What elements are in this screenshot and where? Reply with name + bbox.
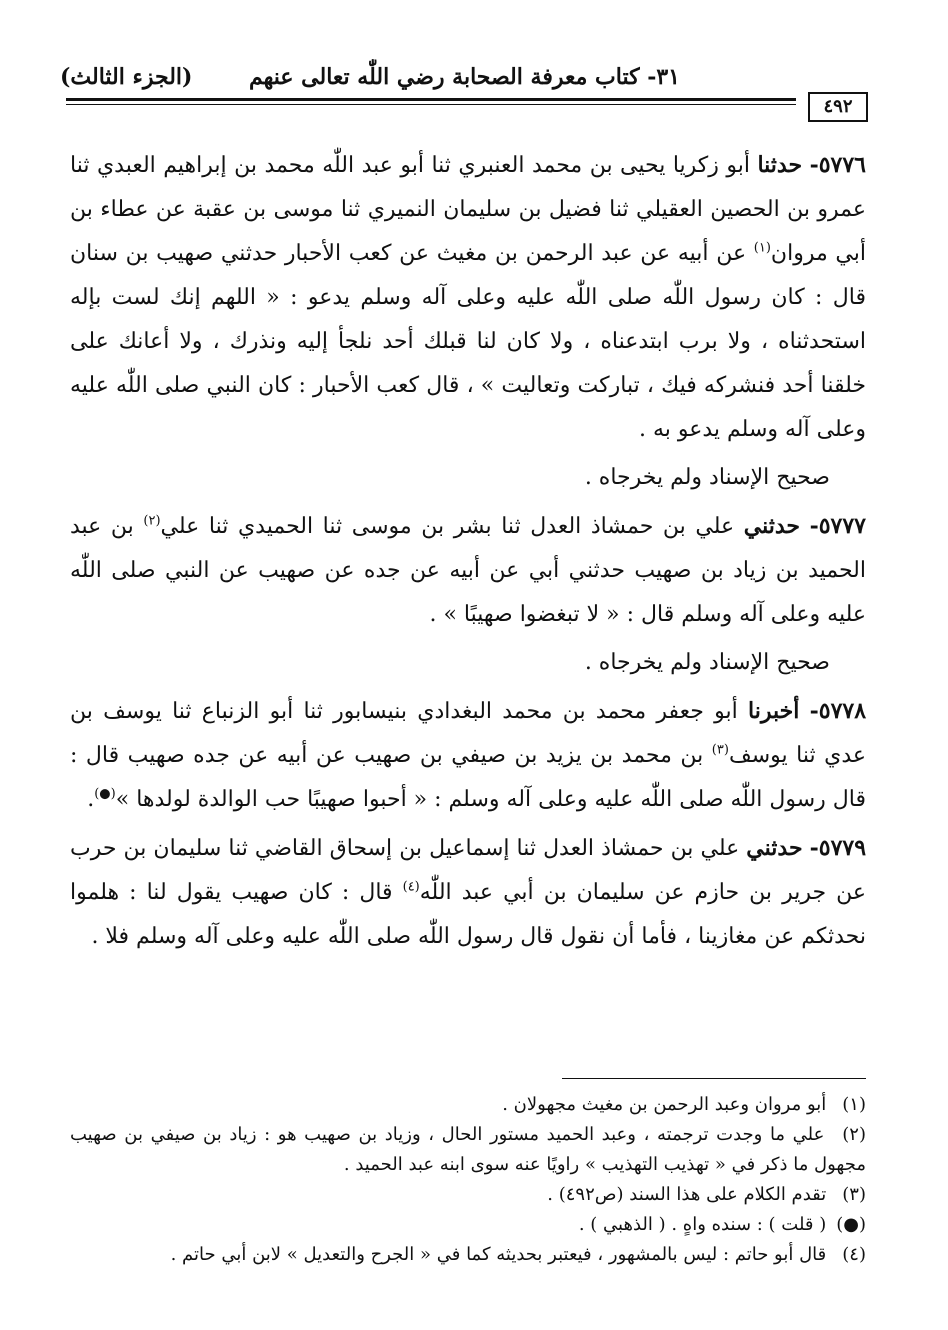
- footnote-ref[interactable]: (٤): [402, 879, 420, 895]
- footnote-marker: (٣): [842, 1184, 866, 1205]
- footnote-marker: (٤): [842, 1244, 866, 1265]
- hadith-text-cont: بن محمد بن يزيد بن صيفي بن صهيب عن أبيه عن جده صهيب قال : قال رسول اللّٰه صلى اللّٰه عليه وعلى آله وسلم : « أحبوا صهيبًا حب الوالدة لولدها »: [70, 743, 866, 812]
- footnote-ref[interactable]: (١): [753, 240, 771, 256]
- hadith-keyword: حدثنا: [757, 152, 803, 178]
- chapter-title: ٣١- كتاب معرفة الصحابة رضي اللّٰه تعالى عنهم: [248, 64, 680, 90]
- hadith-text-end: .: [87, 787, 95, 812]
- hadith-5779: [70, 826, 866, 959]
- footnote-2: [70, 1120, 866, 1180]
- hadith-text-cont: قال : كان صهيب يقول لنا : هلموا نحدثكم عن مغازينا ، فأما أن نقول قال رسول اللّٰه صلى اللّٰه عليه وعلى آله وسلم فلا .: [70, 880, 866, 949]
- hadith-text: أبو زكريا يحيى بن محمد العنبري ثنا أبو عبد اللّٰه محمد بن إبراهيم العبدي ثنا عمرو بن الحصين العقيلي ثنا فضيل بن سليمان النميري ثنا موسى بن عقبة عن عطاء بن أبي مروان: [70, 153, 866, 266]
- hadith-text: أبو جعفر محمد بن محمد البغدادي بنيسابور ثنا أبو الزنباع ثنا يوسف بن عدي ثنا يوسف: [70, 699, 866, 768]
- page-header: [60, 62, 870, 98]
- footnote-text: علي ما وجدت ترجمته ، وعبد الحميد مستور الحال ، وزياد بن صهيب هو : زياد بن صيفي بن صهيب مجهول ما ذكر في « تهذيب التهذيب » راويًا عنه سوى ابنه عبد الحميد .: [70, 1124, 866, 1175]
- hadith-5777: [70, 504, 866, 637]
- hadith-text-cont: عن أبيه عن عبد الرحمن بن مغيث عن كعب الأحبار حدثني صهيب بن سنان قال : كان رسول اللّٰه صلى اللّٰه عليه وعلى آله وسلم يدعو : « اللهم إنك لست بإله استحدثناه ، ولا برب ابتدعناه ، ولا كان لنا قبلك أحد نلجأ إليه ونذرك ، ولا أعانك على خلقنا أحد فنشركه فيك ، تباركت وتعاليت » ، قال كعب الأحبار : كان النبي صلى اللّٰه عليه وعلى آله وسلم يدعو به .: [70, 241, 866, 442]
- footnote-3: [70, 1180, 866, 1210]
- hadith-5778: [70, 689, 866, 822]
- hadith-number: ٥٧٧٧-: [809, 513, 866, 539]
- hadith-keyword: حدثني: [743, 513, 800, 539]
- hadith-keyword: حدثني: [746, 835, 803, 861]
- footnote-text: تقدم الكلام على هذا السند (ص٤٩٢) .: [547, 1184, 827, 1205]
- footnote-marker: (●): [836, 1214, 866, 1235]
- hadith-text: علي بن حمشاذ العدل ثنا إسماعيل بن إسحاق القاضي ثنا سليمان بن حرب عن جرير بن حازم عن سليمان بن أبي عبد اللّٰه: [70, 836, 866, 905]
- header-rule-thick: [66, 98, 796, 101]
- header-rule-thin: [66, 104, 796, 105]
- hadith-keyword: أخبرنا: [748, 698, 800, 724]
- footnote-dot: [70, 1210, 866, 1240]
- footnote-marker: (١): [842, 1094, 866, 1115]
- volume-label: (الجزء الثالث): [60, 64, 193, 90]
- hadith-grading: صحيح الإسناد ولم يخرجاه .: [584, 650, 830, 675]
- hadith-grading: صحيح الإسناد ولم يخرجاه .: [584, 465, 830, 490]
- footnotes: [70, 1090, 866, 1270]
- footnote-ref-dot[interactable]: (●): [94, 786, 116, 802]
- hadith-text-cont: بن عبد الحميد بن زياد بن صهيب حدثني أبي عن أبيه عن جده عن صهيب عن النبي صلى اللّٰه عليه وعلى آله وسلم قال : « لا تبغضوا صهيبًا » .: [70, 514, 866, 627]
- footnote-ref[interactable]: (٢): [143, 513, 161, 529]
- hadith-number: ٥٧٧٩-: [809, 835, 867, 861]
- footnote-text: ( قلت ) : سنده واهٍ . ( الذهبي ) .: [578, 1214, 827, 1235]
- page-number: ٤٩٢: [808, 92, 868, 122]
- hadith-number: ٥٧٧٦-: [809, 152, 866, 178]
- footnote-ref[interactable]: (٣): [711, 742, 729, 758]
- footnote-4: [70, 1240, 866, 1270]
- hadith-text: علي بن حمشاذ العدل ثنا بشر بن موسى ثنا الحميدي ثنا علي: [160, 514, 735, 539]
- footnote-1: [70, 1090, 866, 1120]
- hadith-number: ٥٧٧٨-: [809, 698, 867, 724]
- footnote-separator: [562, 1078, 866, 1079]
- hadith-5776: [70, 143, 866, 452]
- main-text: [70, 143, 866, 963]
- footnote-marker: (٢): [842, 1124, 866, 1145]
- footnote-text: أبو مروان وعبد الرحمن بن مغيث مجهولان .: [502, 1094, 827, 1115]
- footnote-text: قال أبو حاتم : ليس بالمشهور ، فيعتبر بحديثه كما في « الجرح والتعديل » لابن أبي حاتم .: [170, 1244, 827, 1265]
